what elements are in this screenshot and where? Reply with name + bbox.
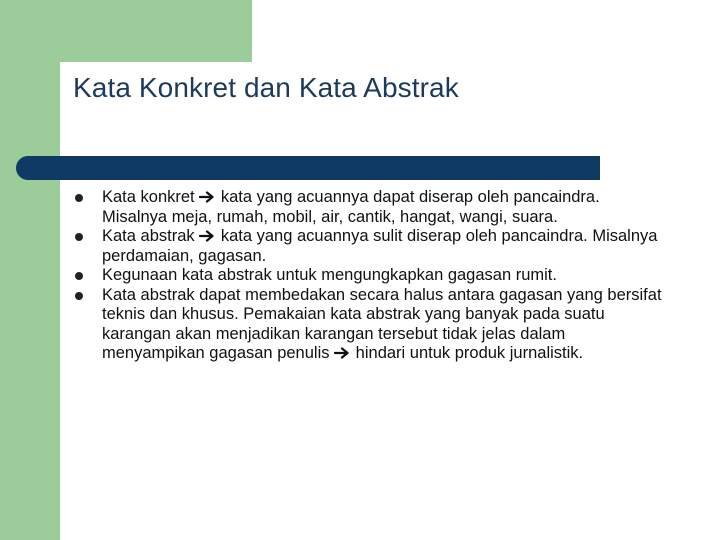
bullet-item-1 (72, 188, 662, 227)
bullet-definition: kata yang acuannya dapat diserap oleh pancaindra. Misalnya meja, rumah, mobil, air, cantik, hangat, wangi, suara. (102, 188, 600, 226)
bullet-item-3 (72, 266, 662, 286)
bullet-text: Kata abstrak dapat membedakan secara halus antara gagasan yang bersifat teknis dan khusus. Pemakaian kata abstrak yang banyak pada suatu karangan akan menjadikan karangan tersebut tidak jelas dalam menyampikan gagasan penulis (102, 285, 662, 362)
bullet-item-4 (72, 286, 662, 364)
bullet-dot-icon (75, 292, 83, 300)
right-arrow-icon (199, 230, 216, 242)
bullet-conclusion: hindari untuk produk jurnalistik. (355, 344, 584, 362)
right-arrow-icon (334, 347, 351, 359)
bullet-term: Kata abstrak (102, 227, 195, 245)
bullet-dot-icon (75, 272, 83, 280)
left-green-strip (0, 0, 60, 540)
bullet-dot-icon (75, 233, 83, 241)
right-arrow-icon (199, 191, 216, 203)
bullet-text: Kegunaan kata abstrak untuk mengungkapkan gagasan rumit. (102, 266, 557, 284)
bullet-dot-icon (75, 194, 83, 202)
bullet-definition: kata yang acuannya sulit diserap oleh pancaindra. Misalnya perdamaian, gagasan. (102, 227, 658, 265)
title-divider-bar (16, 156, 600, 180)
bullet-term: Kata konkret (102, 188, 195, 206)
bullet-item-2 (72, 227, 662, 266)
slide-title: Kata Konkret dan Kata Abstrak (73, 72, 459, 103)
top-green-block (0, 0, 252, 62)
bullet-list (72, 188, 662, 364)
